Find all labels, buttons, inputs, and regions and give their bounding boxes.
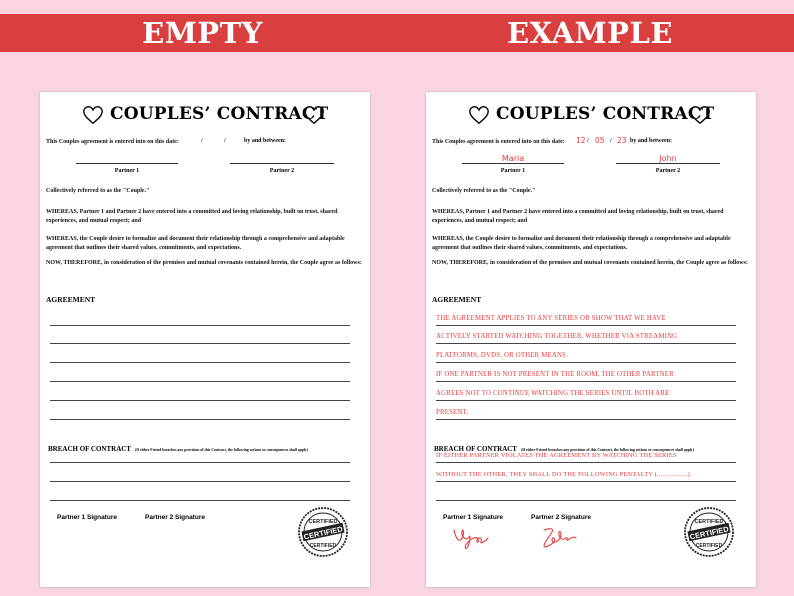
- date-day: 12: [576, 136, 586, 145]
- partner1-signature-image: [450, 522, 496, 552]
- partner1-name: Maria: [501, 154, 525, 163]
- breach-heading: BREACH OF CONTRACT: [48, 445, 131, 453]
- heart-icon: [468, 104, 490, 126]
- contract-title: COUPLES’ CONTRACT: [110, 104, 329, 124]
- partner2-name: John: [659, 154, 677, 163]
- partner2-label: Partner 2: [655, 168, 681, 174]
- breach-heading: BREACH OF CONTRACT: [434, 445, 517, 453]
- agreement-heading: AGREEMENT: [432, 295, 482, 304]
- partner2-name-field[interactable]: [616, 163, 720, 164]
- partner2-signature-label: Partner 2 Signature: [531, 514, 591, 521]
- stamp-bottom-text: CERTIFIED: [309, 543, 337, 549]
- certified-stamp: [297, 506, 349, 558]
- breach-text-line: IF EITHER PARTNER VIOLATES THE AGREEMENT BY WATCHING THE SERIES: [436, 452, 677, 459]
- breach-line[interactable]: [50, 462, 350, 463]
- agreement-line[interactable]: [436, 343, 736, 344]
- breach-heading-row: [48, 438, 368, 456]
- breach-line[interactable]: [436, 462, 736, 463]
- breach-text-line: WITHOUT THE OTHER, THEY SHALL DO THE FOLLOWING PENTALTY (.................): [436, 471, 690, 478]
- breach-line[interactable]: [436, 500, 736, 501]
- empty-contract-page: [40, 92, 370, 587]
- agreement-line[interactable]: [436, 419, 736, 420]
- date-slash: /: [610, 138, 612, 144]
- breach-line[interactable]: [50, 500, 350, 501]
- agreement-line[interactable]: [50, 325, 350, 326]
- whereas-paragraph-1: WHEREAS, Partner 1 and Partner 2 have entered into a committed and loving relationship, built on trust, shared experiences, and mutual respect; and: [46, 209, 338, 224]
- agreement-text-line: THE AGREEMENT APPLIES TO ANY SERIES OR SHOW THAT WE HAVE: [436, 315, 666, 322]
- couple-line: Collectively referred to as the "Couple.": [432, 188, 536, 194]
- certified-stamp: [683, 506, 735, 558]
- couple-line: Collectively referred to as the "Couple.": [46, 188, 150, 194]
- example-contract-page: [426, 92, 756, 587]
- date-month: 05: [595, 136, 605, 145]
- breach-note: (If either Friend breaches any provision of this Contract, the following actions or consequences shall apply): [134, 448, 309, 452]
- heart-icon: [303, 104, 325, 126]
- partner1-name-field[interactable]: [462, 163, 564, 164]
- heart-icon: [689, 104, 711, 126]
- agreement-text-line: PLATFORMS, DVDS, OR OTHER MEANS.: [436, 352, 568, 359]
- partner2-signature-label: Partner 2 Signature: [145, 514, 205, 521]
- agreement-line[interactable]: [436, 381, 736, 382]
- date-slash: /: [587, 138, 589, 144]
- stamp-top-text: CERTIFIED: [308, 519, 338, 525]
- agreement-text-line: ACTIVELY STARTED WATCHING TOGETHER, WHETHER VIA STREAMING: [436, 333, 678, 340]
- date-slash: /: [201, 138, 203, 144]
- breach-line[interactable]: [50, 481, 350, 482]
- agreement-heading: AGREEMENT: [46, 295, 96, 304]
- date-intro: This Couples agreement is entered into on this date:: [46, 139, 179, 145]
- whereas-paragraph-2: WHEREAS, the Couple desire to formalize and document their relationship through a comprehensive and adaptable agreement that outlines their shared values, commitments, and expectations.: [432, 236, 731, 251]
- partner1-signature-label: Partner 1 Signature: [57, 514, 117, 521]
- agreement-text-line: AGREES NOT TO CONTINUE WATCHING THE SERIES UNTIL BOTH ARE: [436, 390, 670, 397]
- by-and-between: by and between:: [244, 138, 287, 144]
- date-intro: This Couples agreement is entered into on this date:: [432, 139, 565, 145]
- partner1-label: Partner 1: [500, 168, 526, 174]
- agreement-line[interactable]: [436, 362, 736, 363]
- whereas-paragraph-1: WHEREAS, Partner 1 and Partner 2 have entered into a committed and loving relationship, built on trust, shared experiences, and mutual respect; and: [432, 209, 724, 224]
- stamp-bottom-text: CERTIFIED: [695, 543, 723, 549]
- date-year: 23: [617, 136, 627, 145]
- agreement-line[interactable]: [436, 325, 736, 326]
- now-therefore-paragraph: NOW, THEREFORE, in consideration of the premises and mutual covenants contained herein, the Couple agree as follows:: [46, 260, 362, 266]
- agreement-line[interactable]: [50, 362, 350, 363]
- agreement-line[interactable]: [50, 381, 350, 382]
- agreement-line[interactable]: [50, 400, 350, 401]
- empty-label: EMPTY: [142, 16, 263, 50]
- agreement-text-line: PRESENT.: [436, 409, 469, 416]
- whereas-paragraph-2: WHEREAS, the Couple desire to formalize and document their relationship through a comprehensive and adaptable agreement that outlines their shared values, commitments, and expectations.: [46, 236, 345, 251]
- stamp-mid-text: CERTIFIED: [688, 524, 730, 542]
- agreement-line[interactable]: [50, 343, 350, 344]
- partner2-name-field[interactable]: [230, 163, 334, 164]
- agreement-line[interactable]: [50, 419, 350, 420]
- agreement-text-line: IF ONE PARTNER IS NOT PRESENT IN THE ROOM, THE OTHER PARTNER: [436, 371, 674, 378]
- partner1-name-field[interactable]: [76, 163, 178, 164]
- heart-icon: [82, 104, 104, 126]
- partner2-signature-image: [538, 522, 584, 552]
- contract-title: COUPLES’ CONTRACT: [496, 104, 715, 124]
- contract-title-row: [40, 104, 370, 126]
- example-label: EXAMPLE: [507, 16, 673, 50]
- now-therefore-paragraph: NOW, THEREFORE, in consideration of the premises and mutual covenants contained herein, the Couple agree as follows:: [432, 260, 748, 266]
- breach-note: (If either Friend breaches any provision of this Contract, the following actions or consequences shall apply): [520, 448, 695, 452]
- stamp-top-text: CERTIFIED: [694, 519, 724, 525]
- date-slash: /: [224, 138, 226, 144]
- contract-title-row: [426, 104, 756, 126]
- stamp-mid-text: CERTIFIED: [302, 524, 344, 542]
- partner1-signature-label: Partner 1 Signature: [443, 514, 503, 521]
- by-and-between: by and between:: [630, 138, 673, 144]
- partner2-label: Partner 2: [269, 168, 295, 174]
- breach-line[interactable]: [436, 481, 736, 482]
- partner1-label: Partner 1: [114, 168, 140, 174]
- agreement-line[interactable]: [436, 400, 736, 401]
